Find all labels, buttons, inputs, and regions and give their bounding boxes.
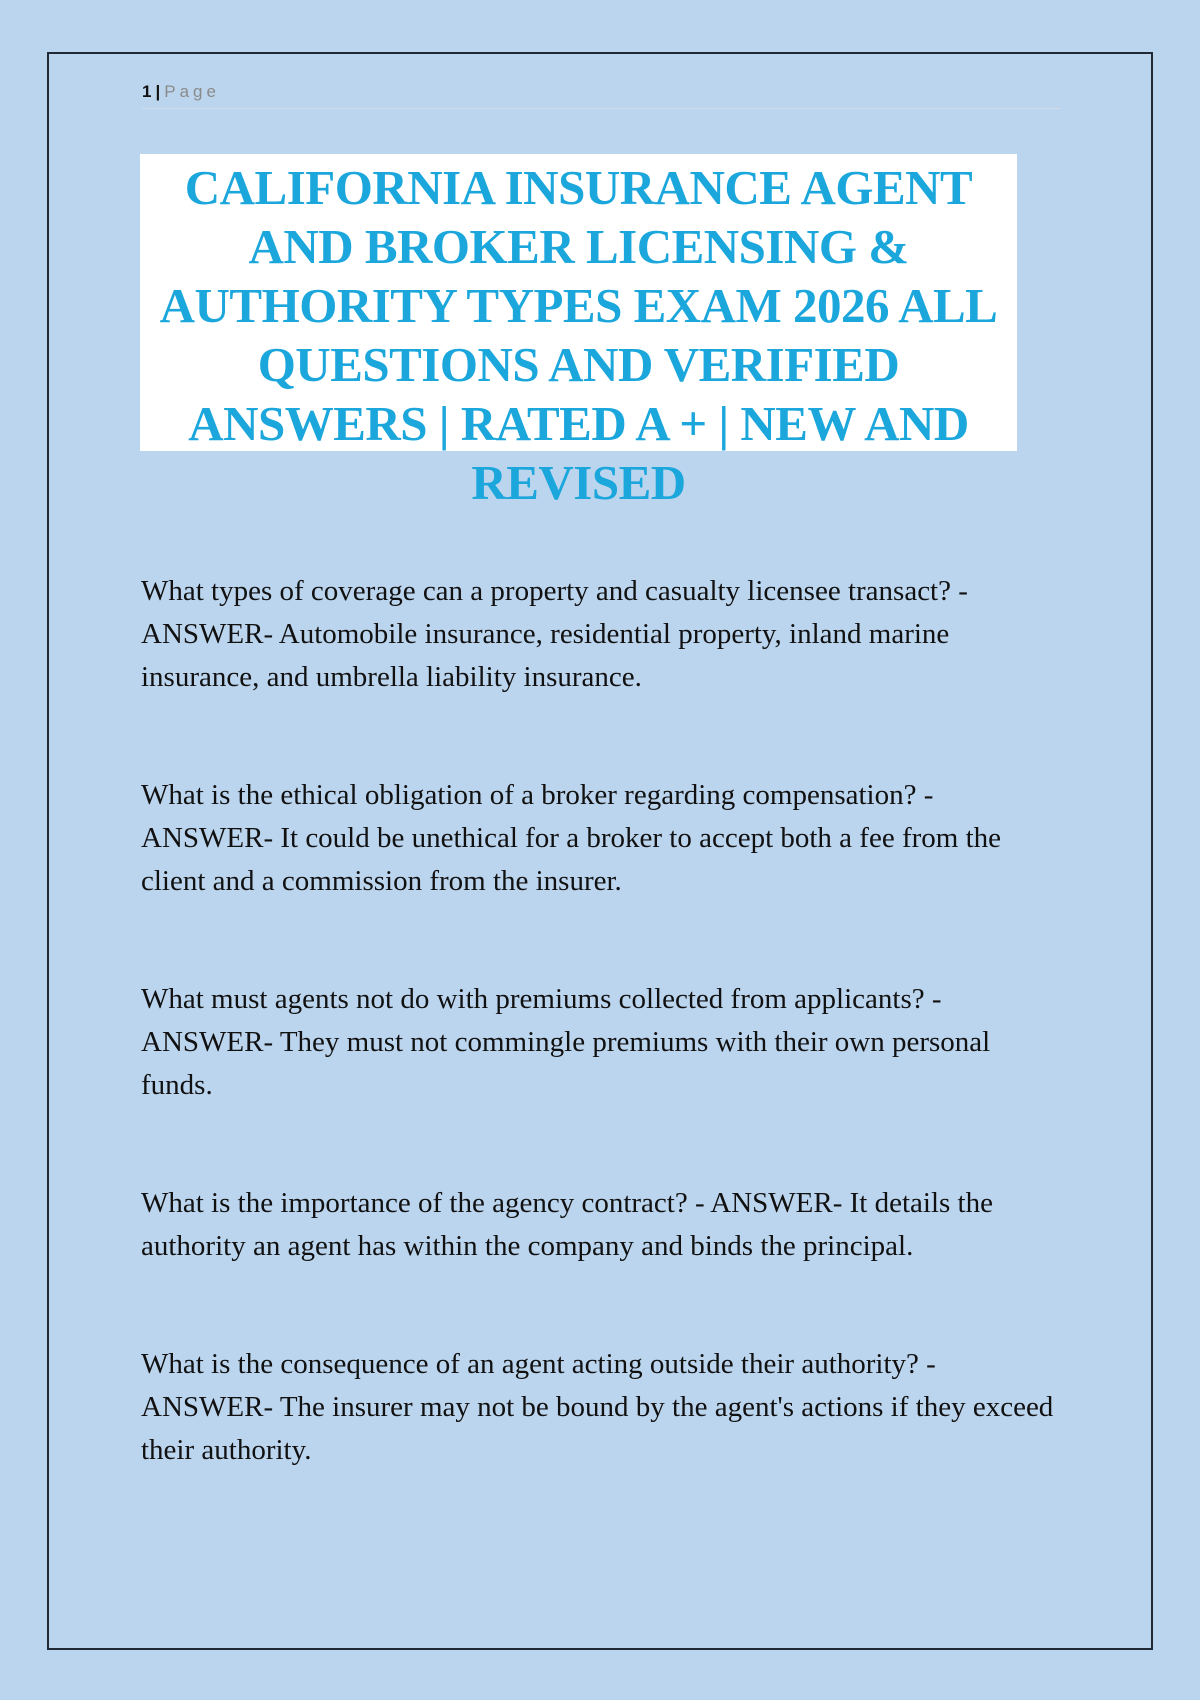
qa-item: What is the consequence of an agent acting outside their authority? - ANSWER- The insurer may not be bound by the agent's actions if they exceed their authority.: [141, 1348, 1054, 1466]
page-number: 1: [142, 82, 153, 101]
title-banner: [140, 154, 1017, 510]
qa-item: What is the importance of the agency contract? - ANSWER- It details the authority an agent has within the company and binds the principal.: [141, 1187, 993, 1262]
qa-item: What must agents not do with premiums collected from applicants? - ANSWER- They must not commingle premiums with their own personal funds.: [141, 983, 991, 1101]
qa-item: What types of coverage can a property and casualty licensee transact? - ANSWER- Automobile insurance, residential property, inland marine insurance, and umbrella liability insurance.: [141, 575, 968, 693]
qa-list: [141, 570, 1061, 1472]
page-separator: |: [155, 82, 162, 101]
qa-item: What is the ethical obligation of a broker regarding compensation? - ANSWER- It could be unethical for a broker to accept both a fee from the client and a commission from the insurer.: [141, 779, 1002, 897]
document-title: CALIFORNIA INSURANCE AGENT AND BROKER LICENSING & AUTHORITY TYPES EXAM 2026 ALL QUESTIONS AND VERIFIED ANSWERS | RATED A + | NEW AND REVISED: [159, 160, 998, 510]
page-label: Page: [164, 82, 220, 101]
page-header: [142, 78, 1060, 109]
